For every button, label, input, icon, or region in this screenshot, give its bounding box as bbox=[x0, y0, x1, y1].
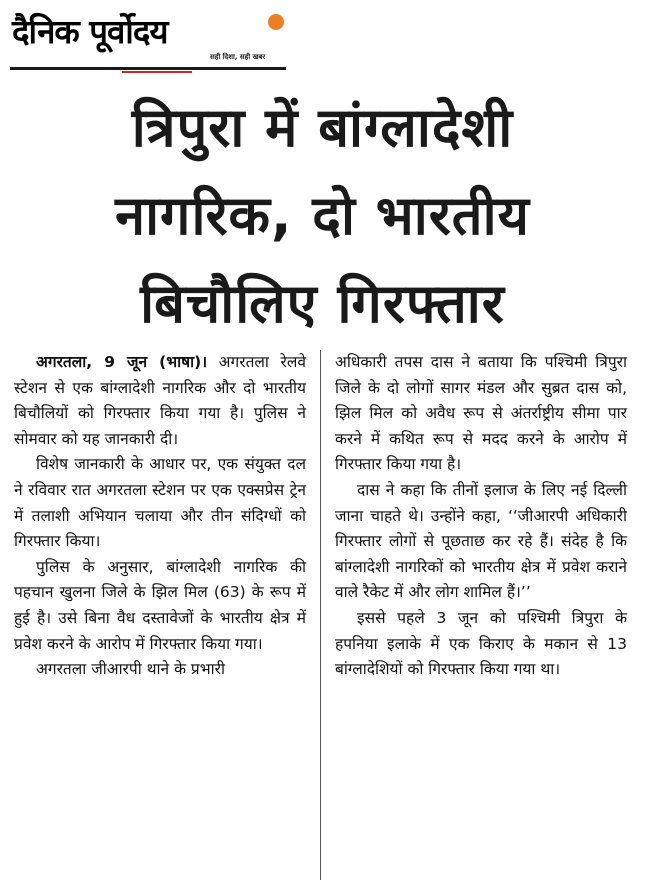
article-paragraph: अधिकारी तपस दास ने बताया कि पश्चिमी त्रिपुरा जिले के दो लोगों सागर मंडल और सुब्रत दास को, झिल मिल को अवैध रूप से अंतर्राष्ट्रीय सीमा पार करने में कथित रूप से मदद करने के आरोप में गिरफ्तार किया गया है। bbox=[335, 353, 627, 474]
masthead bbox=[10, 4, 290, 74]
dateline: अगरतला, 9 जून (भाषा)। bbox=[36, 353, 208, 371]
article-paragraph: इससे पहले 3 जून को पश्चिमी त्रिपुरा के हपनिया इलाके में एक किराए के मकान से 13 बांग्लादेशियों को गिरफ्तार किया गया था। bbox=[335, 608, 627, 679]
paragraph-text: अगरतला रेलवे स्टेशन से एक बांग्लादेशी नागरिक और दो भारतीय बिचौलियों को गिरफ्तार किया गया है। पुलिस ने सोमवार को यह जानकारी दी। bbox=[14, 353, 306, 448]
tagline: सही दिशा, सही खबर bbox=[210, 53, 266, 61]
article-paragraph bbox=[14, 350, 306, 452]
column-divider bbox=[320, 350, 321, 880]
masthead-accent-rule bbox=[122, 71, 192, 73]
logo-sun-icon bbox=[268, 14, 284, 30]
article-paragraph: दास ने कहा कि तीनों इलाज के लिए नई दिल्ली जाना चाहते थे। उन्होंने कहा, ‘‘जीआरपी अधिकारी गिरफ्तार लोगों से पूछताछ कर रहे हैं। संदेह है कि बांग्लादेशी नागरिकों को भारतीय क्षेत्र में प्रवेश कराने वाले रैकेट में और लोग शामिल हैं।’’ bbox=[335, 480, 627, 602]
headline-line-3: बिचौलिए गिरफ्तार bbox=[140, 272, 505, 335]
article-column-left bbox=[14, 350, 306, 683]
headline-line-1: त्रिपुरा में बांग्लादेशी bbox=[131, 96, 514, 159]
masthead-rule bbox=[10, 67, 286, 70]
article-paragraph: पुलिस के अनुसार, बांग्लादेशी नागरिक की पहचान खुलना जिले के झिल मिल (63) के रूप में हुई है। उसे बिना वैध दस्तावेजों के भारतीय क्षेत्र में प्रवेश करने के आरोप में गिरफ्तार किया गया। bbox=[14, 557, 306, 653]
article-paragraph: अगरतला जीआरपी थाने के प्रभारी bbox=[36, 660, 225, 679]
article-paragraph: विशेष जानकारी के आधार पर, एक संयुक्त दल ने रविवार रात अगरतला स्टेशन पर एक एक्सप्रेस ट्रेन में तलाशी अभियान चलाया और तीन संदिग्धों को गिरफ्तार किया। bbox=[14, 455, 306, 551]
article-column-right bbox=[335, 350, 627, 683]
newspaper-logo: दैनिक पूर्वोदय bbox=[12, 12, 168, 51]
headline bbox=[30, 84, 615, 348]
headline-line-2: नागरिक, दो भारतीय bbox=[115, 184, 530, 247]
